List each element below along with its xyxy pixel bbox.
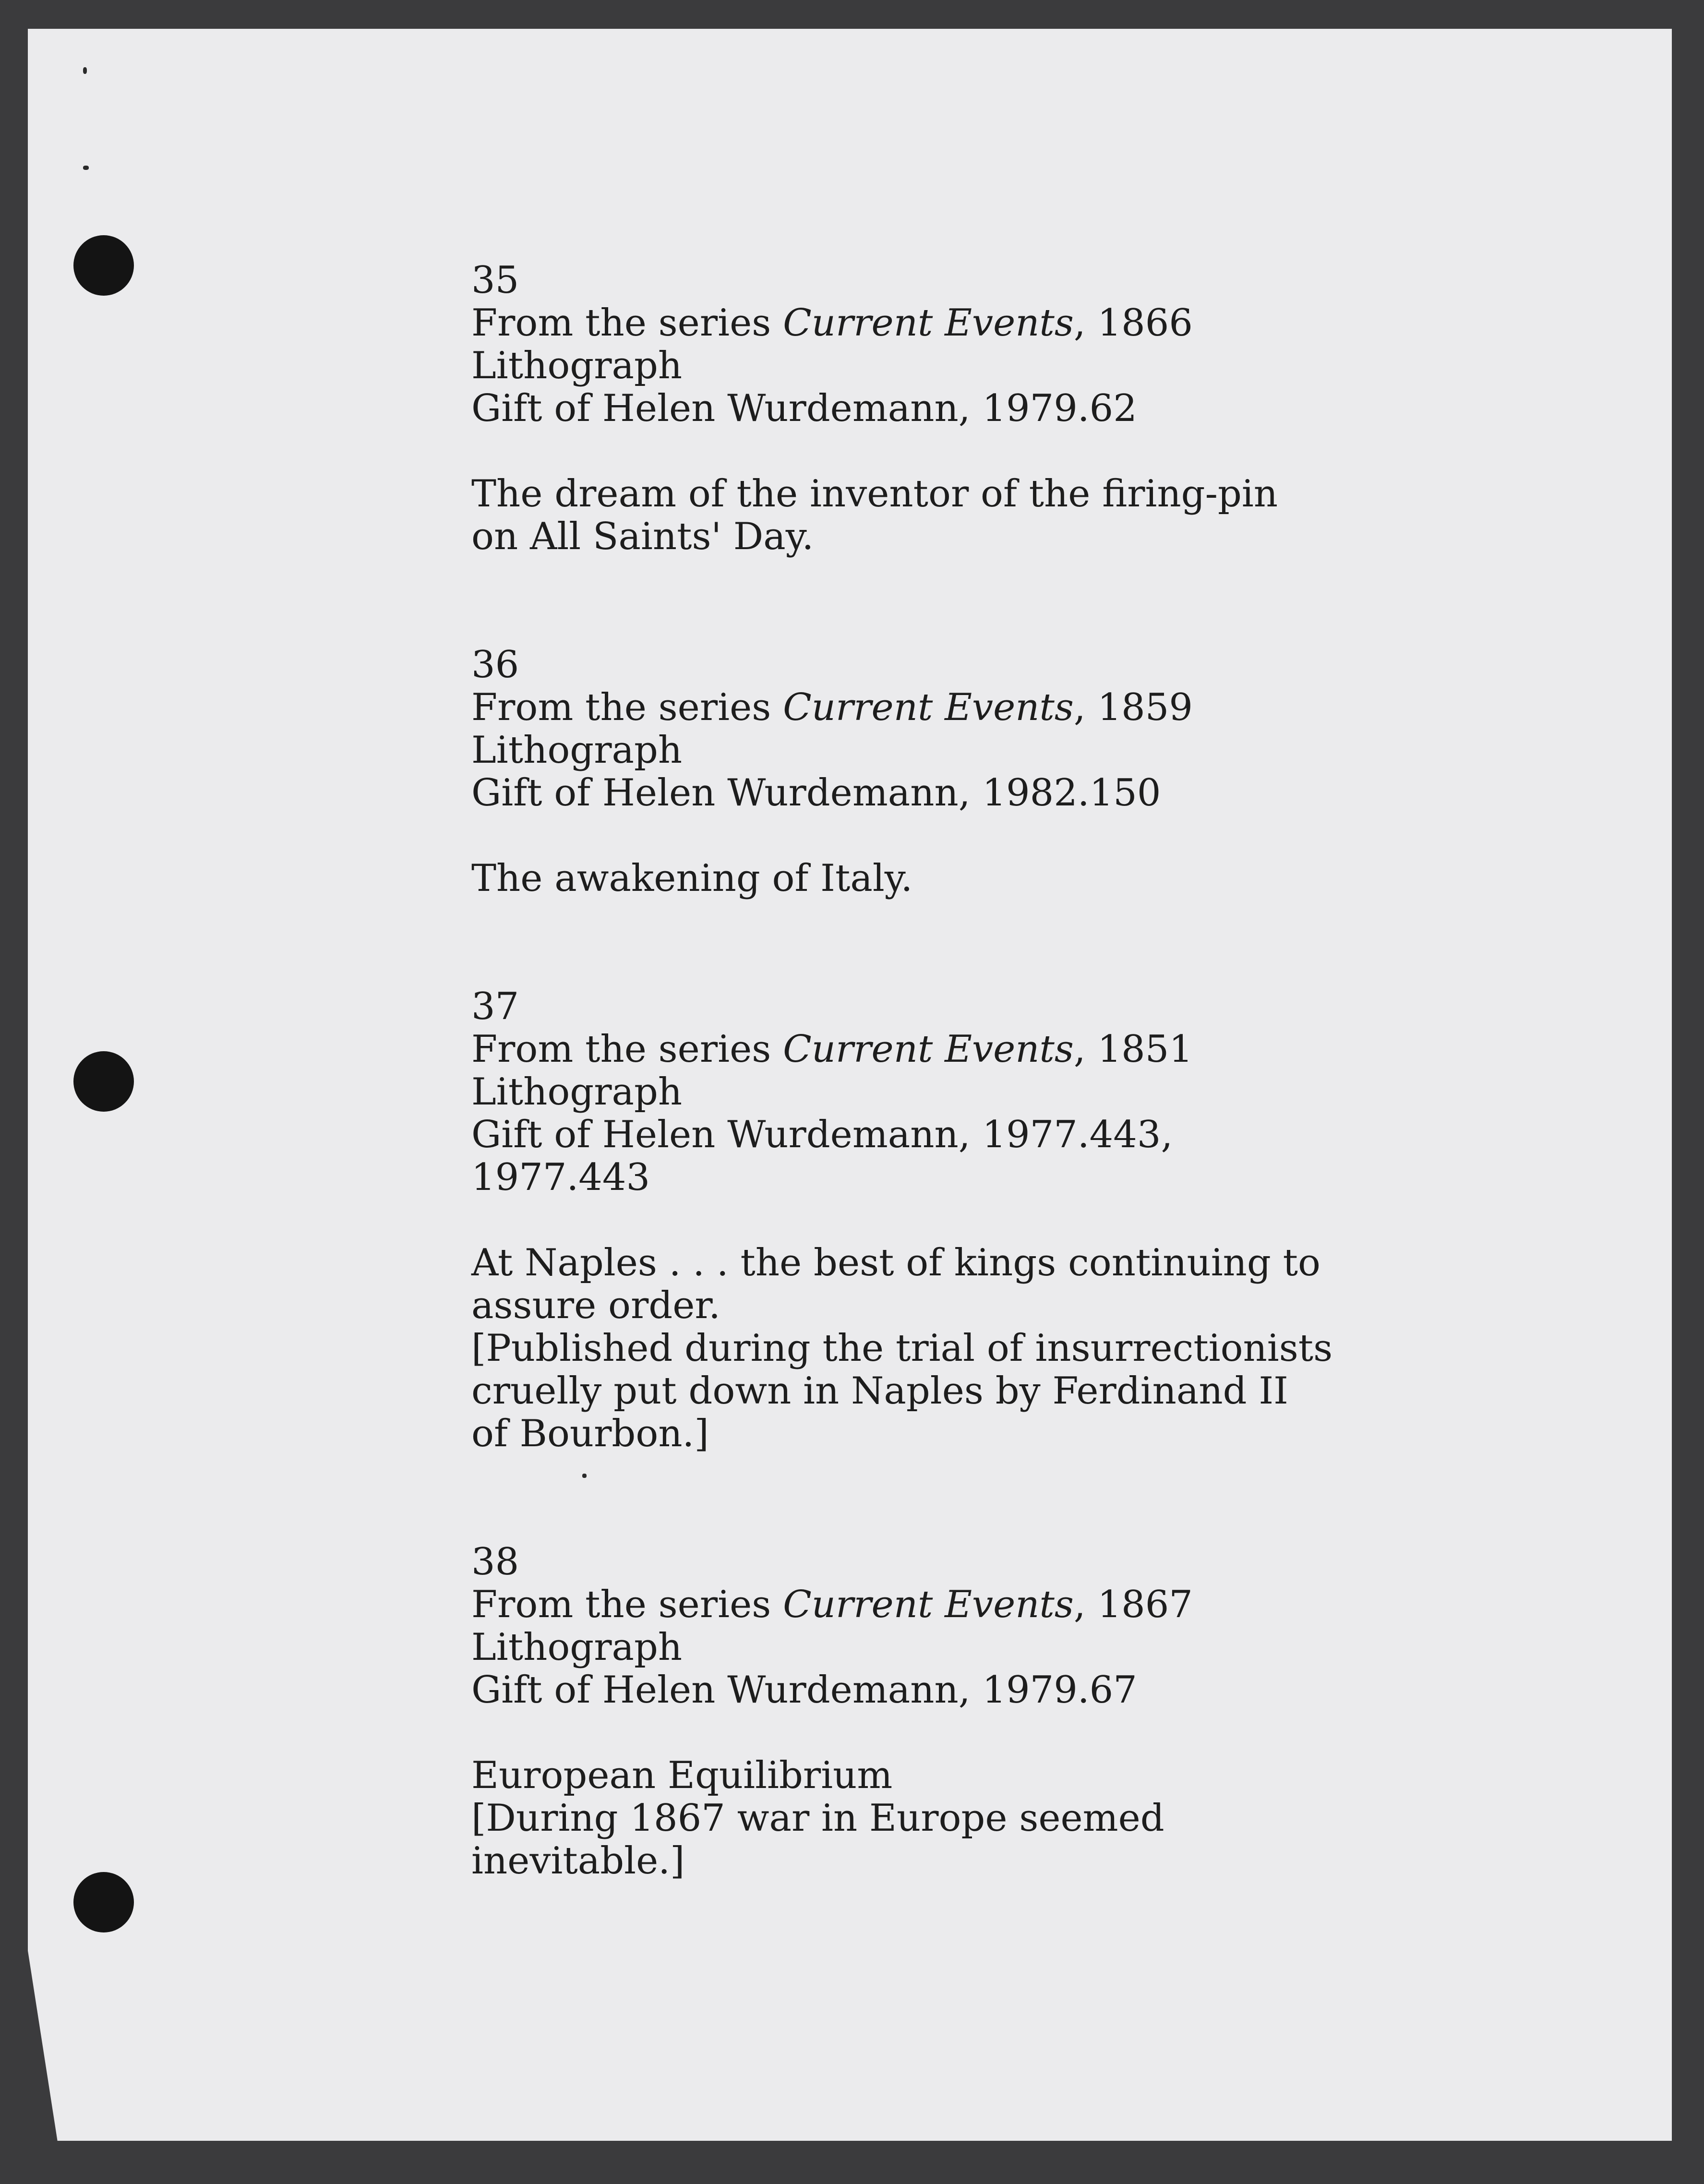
series-year: , 1851 <box>1073 1028 1193 1071</box>
series-prefix: From the series <box>471 686 783 729</box>
punch-hole-bottom <box>73 1872 134 1932</box>
medium: Lithograph <box>471 729 683 772</box>
description-line: assure order. <box>471 1284 720 1327</box>
medium: Lithograph <box>471 344 683 387</box>
series-title: Current Events <box>783 301 1074 345</box>
entry-number: 37 <box>471 985 519 1028</box>
description-line: European Equilibrium <box>471 1754 893 1797</box>
catalog-entry-38 <box>471 1541 1332 1883</box>
series-line <box>471 1028 1332 1071</box>
description-line: on All Saints' Day. <box>471 515 814 558</box>
credit-line: 1977.443 <box>471 1156 650 1199</box>
credit-line: Gift of Helen Wurdemann, 1977.443, <box>471 1113 1173 1156</box>
catalog-entry-36 <box>471 644 1332 900</box>
description-line: inevitable.] <box>471 1839 685 1883</box>
series-prefix: From the series <box>471 301 783 345</box>
credit-line: Gift of Helen Wurdemann, 1982.150 <box>471 771 1161 815</box>
description-line: [During 1867 war in Europe seemed <box>471 1797 1164 1840</box>
entry-number: 36 <box>471 643 519 686</box>
catalog-entry-35 <box>471 259 1332 558</box>
series-line <box>471 686 1332 729</box>
description-line: At Naples . . . the best of kings continuing to <box>471 1241 1320 1284</box>
series-year: , 1867 <box>1073 1583 1193 1626</box>
credit-line: Gift of Helen Wurdemann, 1979.62 <box>471 387 1137 430</box>
description-line: The dream of the inventor of the firing-pin <box>471 472 1278 516</box>
punch-hole-middle <box>73 1051 134 1112</box>
catalog-entry-37 <box>471 985 1332 1455</box>
series-year: , 1859 <box>1073 686 1193 729</box>
medium: Lithograph <box>471 1626 683 1669</box>
description-line: [Published during the trial of insurrectionists <box>471 1327 1333 1370</box>
entry-number: 38 <box>471 1540 519 1584</box>
series-prefix: From the series <box>471 1028 783 1071</box>
description-line: cruelly put down in Naples by Ferdinand II <box>471 1369 1288 1413</box>
description-line: of Bourbon.] <box>471 1412 709 1455</box>
series-prefix: From the series <box>471 1583 783 1626</box>
catalog-text <box>471 259 1332 1883</box>
paper-speck <box>83 166 89 170</box>
medium: Lithograph <box>471 1070 683 1114</box>
series-title: Current Events <box>783 1028 1074 1071</box>
punch-hole-top <box>73 235 134 296</box>
credit-line: Gift of Helen Wurdemann, 1979.67 <box>471 1668 1137 1712</box>
entry-number: 35 <box>471 259 519 302</box>
series-year: , 1866 <box>1073 301 1193 345</box>
series-title: Current Events <box>783 1583 1074 1626</box>
description-line: The awakening of Italy. <box>471 857 913 900</box>
series-title: Current Events <box>783 686 1074 729</box>
paper-speck <box>83 67 87 74</box>
series-line <box>471 302 1332 345</box>
series-line <box>471 1584 1332 1626</box>
